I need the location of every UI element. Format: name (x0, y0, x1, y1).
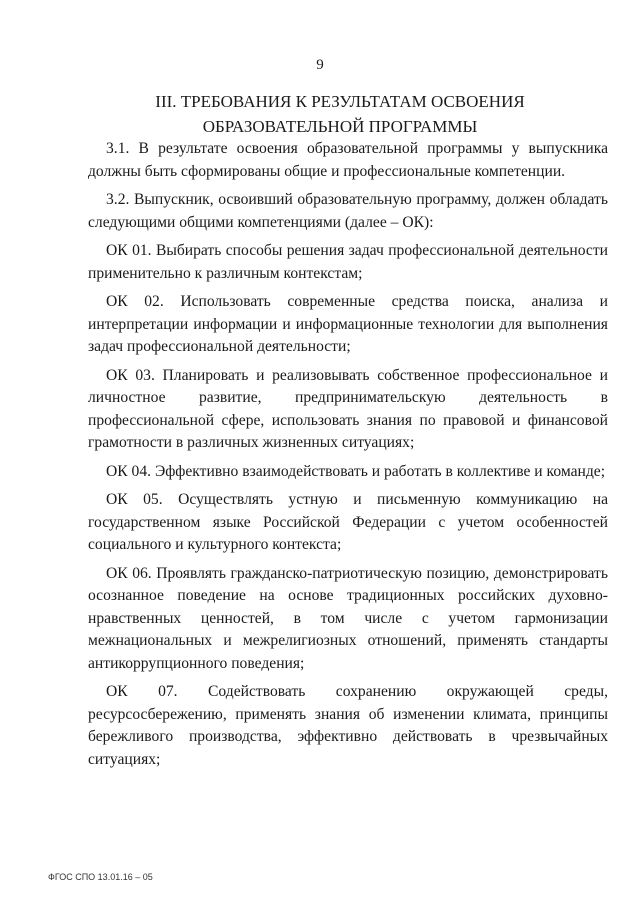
competence-ok-07: ОК 07. Содействовать сохранению окружающей среды, ресурсосбережению, применять знания об изменении климата, принципы бережливого производства, эффективно действовать в чрезвычайных ситуациях; (88, 683, 608, 768)
document-body (88, 138, 608, 777)
competence-ok-05: ОК 05. Осуществлять устную и письменную коммуникацию на государственном языке Российской Федерации с учетом особенностей социального и культурного контекста; (88, 491, 608, 553)
paragraph-3-1: 3.1. В результате освоения образовательной программы у выпускника должны быть сформированы общие и профессиональные компетенции. (88, 140, 608, 180)
competence-ok-06: ОК 06. Проявлять гражданско-патриотическую позицию, демонстрировать осознанное поведение на основе традиционных российских духовно-нравственных ценностей, в том числе с учетом гармонизации межнациональных и межрелигиозных отношений, применять стандарты антикоррупционного поведения; (88, 564, 608, 672)
page-number: 9 (316, 57, 324, 73)
competence-ok-04: ОК 04. Эффективно взаимодействовать и работать в коллективе и команде; (106, 462, 606, 480)
competence-ok-02: ОК 02. Использовать современные средства поиска, анализа и интерпретации информации и информационные технологии для выполнения задач профессиональной деятельности; (88, 293, 608, 355)
paragraph-3-2: 3.2. Выпускник, освоивший образовательную программу, должен обладать следующими общими компетенциями (далее – ОК): (88, 191, 608, 231)
section-heading: III. ТРЕБОВАНИЯ К РЕЗУЛЬТАТАМ ОСВОЕНИЯ ОБРАЗОВАТЕЛЬНОЙ ПРОГРАММЫ (155, 92, 525, 136)
competence-ok-03: ОК 03. Планировать и реализовывать собственное профессиональное и личностное развитие, предпринимательскую деятельность в профессиональной сфере, использовать знания по правовой и финансовой грамотности в различных жизненных ситуациях; (88, 366, 608, 451)
competence-ok-01: ОК 01. Выбирать способы решения задач профессиональной деятельности применительно к различным контекстам; (88, 242, 608, 282)
footer-code: ФГОС СПО 13.01.16 – 05 (48, 872, 153, 882)
